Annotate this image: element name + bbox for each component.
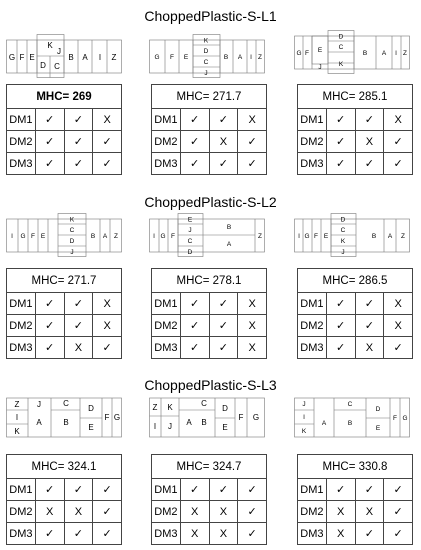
dm-label: DM1 [298, 109, 327, 131]
dept-label: J [188, 227, 192, 234]
dept-label: D [69, 238, 75, 245]
layout-diagram [294, 30, 410, 74]
dm-cell: ✓ [384, 523, 413, 545]
dept-label: J [168, 422, 172, 431]
dm-cell: ✓ [326, 479, 355, 501]
dm-label: DM3 [298, 153, 327, 175]
dm-cell: ✓ [355, 293, 384, 315]
dm-cell: ✓ [35, 131, 64, 153]
dm-label: DM3 [152, 337, 181, 359]
dm-cell: ✓ [35, 293, 64, 315]
dm-cell: ✓ [64, 109, 93, 131]
dm-cell: ✓ [180, 479, 209, 501]
dept-label: I [250, 54, 252, 61]
mhc-table [297, 454, 413, 545]
dept-label: I [303, 414, 305, 421]
dm-cell: X [355, 501, 384, 523]
dept-label: G [154, 54, 160, 61]
dm-label: DM2 [152, 315, 181, 337]
dm-cell: ✓ [64, 479, 93, 501]
mhc-table [6, 84, 122, 175]
dept-label: D [222, 404, 228, 413]
mhc-table [151, 454, 267, 545]
dm-label: DM1 [152, 293, 181, 315]
dm-cell: ✓ [238, 479, 267, 501]
layout-diagram [6, 396, 122, 440]
dept-label: E [88, 423, 94, 432]
dept-label: J [204, 70, 208, 77]
dm-label: DM3 [298, 523, 327, 545]
dm-cell: X [93, 315, 122, 337]
dept-label: B [68, 53, 74, 62]
dept-label: Z [258, 233, 262, 240]
dm-cell: X [180, 501, 209, 523]
mhc-value: MHC= 330.8 [298, 455, 413, 479]
dept-label: A [36, 418, 42, 427]
dept-label: I [15, 413, 19, 422]
dm-cell: ✓ [180, 109, 209, 131]
dm-cell: ✓ [209, 109, 238, 131]
dept-label: A [237, 54, 243, 61]
dept-label: A [321, 420, 327, 427]
dm-cell: ✓ [93, 131, 122, 153]
dm-cell: ✓ [209, 337, 238, 359]
layout-svg [294, 396, 410, 440]
mhc-table [6, 454, 122, 545]
dept-label: C [69, 227, 75, 234]
dm-cell: ✓ [180, 337, 209, 359]
layout-diagram [6, 34, 122, 78]
section-title: ChoppedPlastic-S-L3 [144, 377, 277, 393]
dm-cell: ✓ [64, 293, 93, 315]
layout-diagram [294, 396, 410, 440]
dept-label: J [57, 47, 61, 56]
dept-label: F [171, 233, 175, 240]
dm-cell: ✓ [93, 337, 122, 359]
dm-cell: ✓ [93, 523, 122, 545]
dept-label: G [402, 415, 408, 422]
dept-label: Z [258, 54, 262, 61]
dept-label: B [347, 420, 353, 427]
dm-cell: ✓ [238, 501, 267, 523]
dm-cell: X [64, 501, 93, 523]
dept-label: K [338, 61, 344, 68]
dept-label: G [304, 233, 310, 240]
dept-label: D [40, 61, 46, 70]
dm-label: DM1 [7, 479, 36, 501]
dm-cell: X [93, 109, 122, 131]
dm-cell: ✓ [64, 131, 93, 153]
dept-label: F [31, 233, 35, 240]
dept-label: B [223, 54, 229, 61]
dept-label: F [170, 54, 174, 61]
dm-cell: X [64, 337, 93, 359]
mhc-value: MHC= 324.1 [7, 455, 122, 479]
dm-cell: X [238, 337, 267, 359]
dm-cell: ✓ [355, 153, 384, 175]
mhc-table [151, 268, 267, 359]
dept-label: I [11, 233, 13, 240]
mhc-table [297, 268, 413, 359]
dm-cell: X [384, 315, 413, 337]
dept-label: K [69, 216, 75, 224]
dept-label: J [70, 249, 74, 256]
dept-label: D [203, 48, 209, 55]
layout-svg [149, 34, 265, 78]
dept-label: E [317, 47, 323, 54]
dept-label: F [104, 413, 110, 422]
layout-svg [294, 213, 410, 257]
dm-cell: X [180, 523, 209, 545]
dept-label: A [226, 241, 232, 248]
dept-label: K [47, 41, 53, 50]
dept-label: E [222, 423, 228, 432]
dm-cell: ✓ [209, 293, 238, 315]
mhc-value: MHC= 324.7 [152, 455, 267, 479]
layout-svg [149, 396, 265, 440]
dm-cell: ✓ [326, 109, 355, 131]
dept-label: J [318, 64, 322, 71]
dept-label: C [63, 399, 69, 408]
dm-label: DM1 [152, 479, 181, 501]
dept-label: B [371, 233, 377, 240]
layout-diagram [149, 396, 265, 440]
dept-label: I [298, 233, 300, 240]
dm-cell: X [238, 293, 267, 315]
mhc-value: MHC= 285.1 [298, 85, 413, 109]
dept-label: I [153, 422, 157, 431]
layout-diagram [294, 213, 410, 257]
dm-cell: ✓ [35, 315, 64, 337]
dept-label: A [381, 50, 387, 57]
dept-label: D [338, 33, 344, 41]
dept-label: I [395, 50, 397, 57]
mhc-value: MHC= 286.5 [298, 269, 413, 293]
dept-label: A [186, 418, 192, 427]
dept-label: C [338, 44, 344, 51]
dept-label: K [167, 403, 173, 412]
dm-cell: X [326, 501, 355, 523]
dept-label: I [98, 53, 102, 62]
dept-label: K [203, 37, 209, 45]
dm-cell: ✓ [93, 501, 122, 523]
dm-label: DM3 [7, 337, 36, 359]
dm-cell: ✓ [326, 337, 355, 359]
dept-label: G [20, 233, 26, 240]
dept-label: A [387, 233, 393, 240]
dept-label: B [362, 50, 368, 57]
dm-label: DM2 [7, 315, 36, 337]
dm-cell: ✓ [355, 109, 384, 131]
dept-label: Z [401, 233, 405, 240]
dm-label: DM1 [7, 109, 36, 131]
layout-diagram [149, 34, 265, 78]
dept-label: F [238, 413, 244, 422]
section-title: ChoppedPlastic-S-L1 [144, 8, 277, 24]
dept-label: C [340, 227, 346, 234]
dept-label: F [19, 53, 25, 62]
dm-cell: ✓ [64, 315, 93, 337]
dm-label: DM1 [7, 293, 36, 315]
dm-cell: ✓ [384, 337, 413, 359]
dm-cell: ✓ [64, 153, 93, 175]
dm-cell: X [209, 523, 238, 545]
dm-cell: X [35, 501, 64, 523]
dm-label: DM3 [152, 153, 181, 175]
dm-cell: ✓ [93, 153, 122, 175]
dept-label: C [187, 238, 193, 245]
mhc-value: MHC= 269 [7, 85, 122, 109]
dept-label: E [183, 54, 189, 61]
dept-label: G [252, 413, 260, 422]
dept-label: D [187, 249, 193, 256]
dm-cell: ✓ [35, 109, 64, 131]
dm-cell: X [238, 315, 267, 337]
dm-cell: ✓ [180, 153, 209, 175]
section-title: ChoppedPlastic-S-L2 [144, 194, 277, 210]
dm-label: DM1 [152, 109, 181, 131]
mhc-table [151, 84, 267, 175]
dept-label: F [393, 415, 397, 422]
dm-cell: ✓ [238, 523, 267, 545]
dm-cell: ✓ [384, 479, 413, 501]
dm-label: DM2 [7, 501, 36, 523]
dept-label: Z [111, 53, 117, 62]
dm-label: DM3 [298, 337, 327, 359]
dept-label: E [187, 216, 193, 224]
dm-label: DM2 [298, 131, 327, 153]
dm-cell: ✓ [238, 131, 267, 153]
dept-label: J [302, 401, 306, 408]
dept-label: C [347, 401, 353, 408]
dept-label: F [305, 50, 309, 57]
dm-cell: ✓ [64, 523, 93, 545]
dm-label: DM2 [152, 501, 181, 523]
dept-label: A [102, 233, 108, 240]
dept-label: E [40, 233, 46, 240]
dept-label: G [296, 50, 302, 57]
dept-label: G [8, 53, 16, 62]
dept-label: E [29, 53, 35, 62]
layout-diagram [6, 213, 122, 257]
dm-cell: ✓ [180, 131, 209, 153]
dm-cell: ✓ [384, 153, 413, 175]
dm-cell: ✓ [180, 293, 209, 315]
dept-label: C [203, 59, 209, 66]
dm-label: DM3 [7, 153, 36, 175]
dm-cell: X [355, 337, 384, 359]
dm-cell: ✓ [209, 479, 238, 501]
dm-label: DM1 [298, 479, 327, 501]
dm-cell: X [384, 293, 413, 315]
dm-cell: ✓ [209, 153, 238, 175]
dm-label: DM2 [7, 131, 36, 153]
mhc-value: MHC= 271.7 [7, 269, 122, 293]
dept-label: J [341, 249, 345, 256]
dm-cell: ✓ [384, 131, 413, 153]
dm-cell: ✓ [326, 153, 355, 175]
dept-label: Z [114, 233, 118, 240]
dm-cell: X [209, 501, 238, 523]
mhc-table [6, 268, 122, 359]
dept-label: B [201, 418, 207, 427]
dept-label: A [82, 53, 88, 62]
dm-label: DM3 [152, 523, 181, 545]
dept-label: D [88, 404, 94, 413]
dm-label: DM2 [298, 501, 327, 523]
dm-cell: X [238, 109, 267, 131]
dm-cell: ✓ [326, 293, 355, 315]
dm-cell: ✓ [35, 153, 64, 175]
dept-label: Z [403, 50, 407, 57]
dept-label: G [160, 233, 166, 240]
dept-label: E [323, 233, 329, 240]
dept-label: Z [14, 400, 20, 409]
dm-label: DM2 [298, 315, 327, 337]
dept-label: E [375, 425, 381, 432]
dm-label: DM1 [298, 293, 327, 315]
dept-label: K [340, 238, 346, 245]
dm-cell: ✓ [209, 315, 238, 337]
dept-label: C [54, 62, 60, 71]
dm-cell: ✓ [238, 153, 267, 175]
dm-label: DM2 [152, 131, 181, 153]
dm-cell: X [209, 131, 238, 153]
dept-label: B [90, 233, 96, 240]
dept-label: Z [152, 403, 158, 412]
layout-svg [149, 213, 265, 257]
dept-label: D [375, 406, 381, 413]
dm-label: DM3 [7, 523, 36, 545]
layout-svg [6, 34, 122, 78]
dm-cell: ✓ [326, 131, 355, 153]
dept-label: I [153, 233, 155, 240]
dm-cell: ✓ [35, 479, 64, 501]
dm-cell: X [355, 131, 384, 153]
dept-label: G [113, 413, 121, 422]
dept-label: B [226, 224, 232, 231]
dept-label: F [314, 233, 318, 240]
layout-svg [6, 213, 122, 257]
mhc-value: MHC= 278.1 [152, 269, 267, 293]
mhc-value: MHC= 271.7 [152, 85, 267, 109]
dm-cell: ✓ [355, 523, 384, 545]
dm-cell: ✓ [180, 315, 209, 337]
dept-label: C [201, 399, 207, 408]
dm-cell: ✓ [355, 479, 384, 501]
dept-label: B [63, 418, 69, 427]
layout-diagram [149, 213, 265, 257]
dm-cell: X [384, 109, 413, 131]
mhc-table [297, 84, 413, 175]
dept-label: J [37, 400, 41, 409]
dm-cell: ✓ [35, 337, 64, 359]
dm-cell: ✓ [326, 315, 355, 337]
dm-cell: ✓ [35, 523, 64, 545]
dept-label: D [340, 216, 346, 224]
dept-label: K [301, 428, 307, 435]
dm-cell: ✓ [93, 479, 122, 501]
layout-svg [294, 30, 410, 74]
dm-cell: X [326, 523, 355, 545]
dm-cell: X [93, 293, 122, 315]
dm-cell: ✓ [384, 501, 413, 523]
dm-cell: ✓ [355, 315, 384, 337]
dept-label: K [14, 427, 20, 436]
layout-svg [6, 396, 122, 440]
